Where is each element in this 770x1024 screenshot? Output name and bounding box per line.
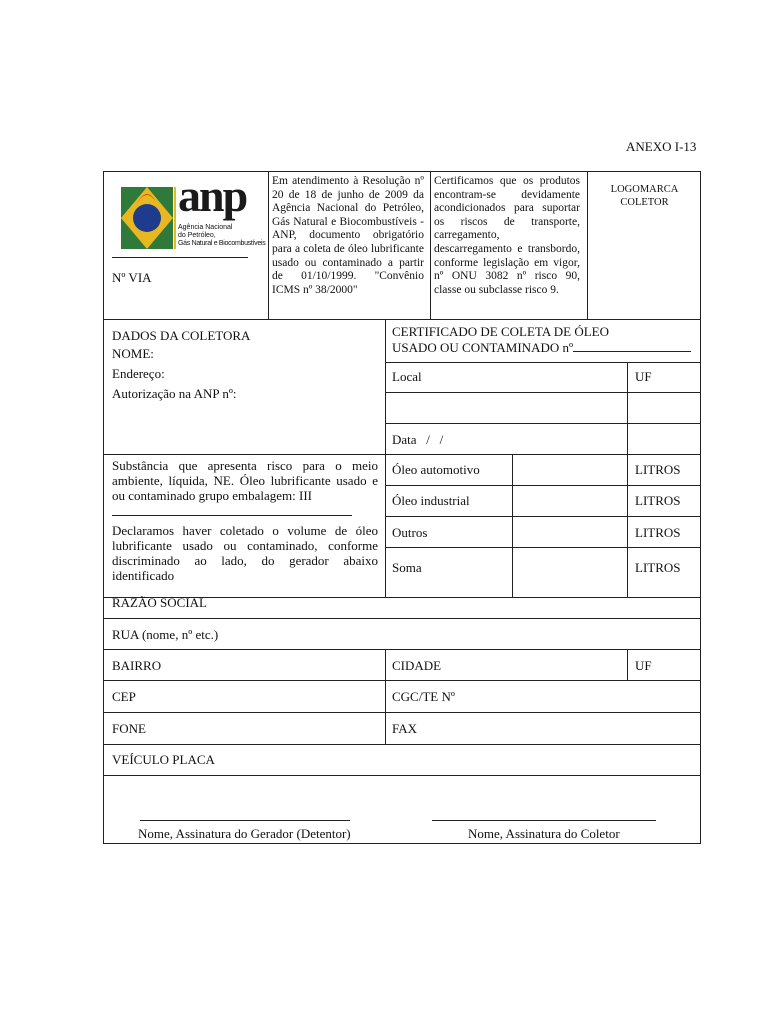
resolution-text: Em atendimento à Resolução nº 20 de 18 de junho de 2009 da Agência Nacional do Petróleo, Gás Natural e Biocombustíveis - ANP, documento obrigatório para a coleta de óleo lubrificante usado ou contaminado a partir de 01/10/1999. "Convênio ICMS nº 38/2000" [272, 175, 424, 296]
divider [103, 454, 701, 455]
divider [627, 362, 628, 454]
divider [103, 618, 701, 619]
certificate-title-text: USADO OU CONTAMINADO nº [392, 340, 574, 355]
uf-label: UF [635, 369, 652, 384]
declaration-text: Declaramos haver coletado o volume de óleo lubrificante usado ou contaminado, conforme discriminado ao lado, do gerador abaixo identificado [112, 523, 378, 583]
substance-text: Substância que apresenta risco para o meio ambiente, líquida, NE. Óleo lubrificante usado e ou contaminado grupo embalagem: III [112, 458, 378, 503]
generator-signature-line[interactable] [140, 820, 350, 821]
cgc-label: CGC/TE Nº [392, 689, 455, 704]
certificate-title-line2 [392, 340, 691, 355]
anp-agency-line2: do Petróleo, [178, 232, 216, 239]
logo-underline [112, 257, 248, 258]
rua-label: RUA (nome, nº etc.) [112, 627, 219, 642]
oil-automotive-label: Óleo automotivo [392, 462, 480, 477]
razao-social-label: RAZÃO SOCIAL [112, 595, 207, 610]
generator-signature-label: Nome, Assinatura do Gerador (Detentor) [138, 826, 351, 841]
oil-automotive-unit: LITROS [635, 462, 681, 477]
divider [268, 171, 269, 320]
certification-text: Certificamos que os produtos encontram-se devidamente acondicionados para suportar os riscos de transporte, carregamento, descarregamento e transbordo, conforme legislação em vigor, nº ONU 3082 nº risco 90, classe ou subclasse risco 9. [434, 175, 580, 296]
collector-signature-label: Nome, Assinatura do Coletor [468, 826, 620, 841]
collector-name-label: NOME: [112, 346, 154, 361]
divider [430, 171, 431, 320]
divider [103, 680, 701, 681]
collector-address-label: Endereço: [112, 366, 165, 381]
cidade-label: CIDADE [392, 658, 442, 673]
annex-label: ANEXO I-13 [626, 139, 697, 154]
date-label: Data / / [392, 432, 444, 447]
divider [385, 392, 701, 393]
divider [512, 454, 513, 597]
oil-industrial-unit: LITROS [635, 493, 681, 508]
collector-logo-label: LOGOMARCA COLETOR [610, 184, 679, 208]
divider [385, 547, 701, 548]
divider [385, 423, 701, 424]
certificate-title-line1: CERTIFICADO DE COLETA DE ÓLEO [392, 324, 609, 339]
divider [385, 362, 701, 363]
oil-sum-label: Soma [392, 560, 422, 575]
collector-section-title: DADOS DA COLETORA [112, 328, 251, 343]
generator-uf-label: UF [635, 658, 652, 673]
divider [587, 171, 588, 320]
anp-agency-line3: Gás Natural e Biocombustíveis [178, 240, 266, 247]
divider [103, 744, 701, 745]
collector-signature-line[interactable] [432, 820, 656, 821]
fone-label: FONE [112, 721, 146, 736]
divider [103, 319, 701, 320]
oil-industrial-label: Óleo industrial [392, 493, 470, 508]
divider [385, 649, 386, 744]
local-label: Local [392, 369, 422, 384]
cep-label: CEP [112, 689, 136, 704]
via-label: Nº VIA [112, 270, 152, 285]
collector-authorization-label: Autorização na ANP nº: [112, 386, 237, 401]
anp-agency-line1: Agência Nacional [178, 224, 233, 231]
divider [103, 712, 701, 713]
divider [385, 485, 701, 486]
anp-logo [118, 170, 266, 253]
divider [627, 649, 628, 680]
oil-other-label: Outros [392, 525, 428, 540]
divider [103, 775, 701, 776]
fax-label: FAX [392, 721, 418, 736]
bairro-label: BAIRRO [112, 658, 162, 673]
certificate-number-field[interactable] [573, 341, 691, 352]
divider [103, 649, 701, 650]
veiculo-placa-label: VEÍCULO PLACA [112, 752, 215, 767]
anp-wordmark: anp [178, 170, 247, 221]
substance-signature-line [112, 515, 352, 516]
divider [385, 319, 386, 597]
oil-other-unit: LITROS [635, 525, 681, 540]
divider [627, 454, 628, 597]
oil-sum-unit: LITROS [635, 560, 681, 575]
divider [385, 516, 701, 517]
